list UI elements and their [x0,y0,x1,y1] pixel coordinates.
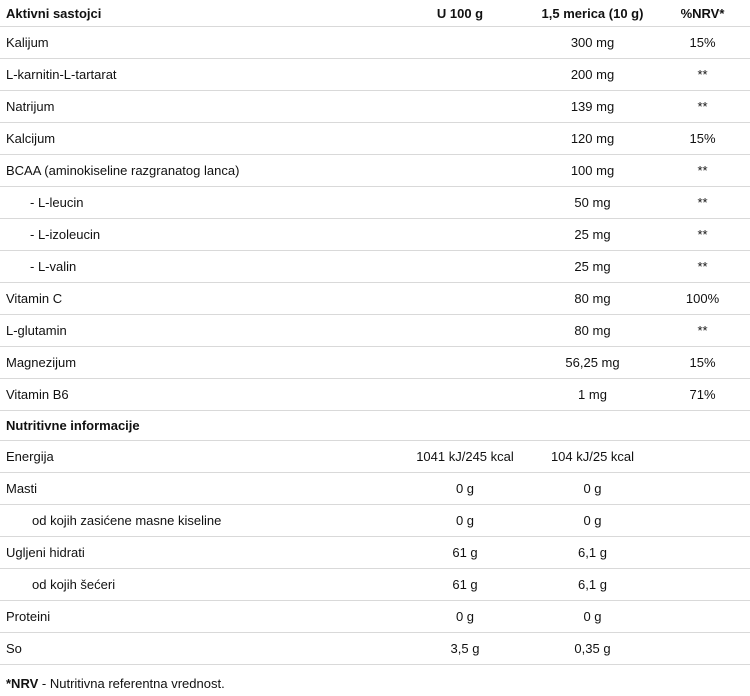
table-header-row [0,0,750,27]
row-serving: 139 mg [570,99,615,114]
row-name: L-glutamin [6,323,67,338]
footnote-text: - Nutritivna referentna vrednost. [38,676,225,691]
row-u100: 0 g [455,513,475,528]
row-serving: 50 mg [574,195,611,210]
row-nrv: ** [697,323,708,338]
row-nrv: 100% [685,291,720,306]
row-name: Magnezijum [6,355,77,370]
table-row [0,441,750,473]
table-row [0,251,750,283]
row-nrv: ** [697,259,708,274]
row-serving: 25 mg [574,227,611,242]
row-serving: 0,35 g [574,641,611,656]
table-row [0,505,750,537]
row-nrv: ** [697,163,708,178]
nutrition-section-header [0,411,750,441]
row-nrv: ** [697,99,708,114]
table-row [0,473,750,505]
row-nrv: ** [697,67,708,82]
row-nrv: 15% [689,35,716,50]
header-serving: 1,5 merica (10 g) [541,5,644,21]
table-row [0,283,750,315]
row-name: - L-izoleucin [30,227,101,242]
row-serving: 25 mg [574,259,611,274]
table-row [0,315,750,347]
row-nrv: 15% [689,131,716,146]
row-name: Proteini [6,609,51,624]
row-u100: 3,5 g [450,641,480,656]
footnote [6,676,225,691]
footnote-marker: *NRV [6,676,39,691]
table-row [0,347,750,379]
row-serving: 0 g [583,513,602,528]
row-name: Masti [6,481,38,496]
header-u100: U 100 g [436,5,484,21]
row-serving: 6,1 g [578,577,607,592]
row-name: od kojih zasićene masne kiseline [32,513,222,528]
row-name: Natrijum [6,99,55,114]
table-row [0,379,750,411]
row-name: Kalcijum [6,131,56,146]
header-name: Aktivni sastojci [6,5,102,21]
row-name: Ugljeni hidrati [6,545,85,560]
table-row [0,601,750,633]
row-name: Kalijum [6,35,49,50]
row-serving: 56,25 mg [565,355,620,370]
header-nrv: %NRV* [680,5,725,21]
row-name: Vitamin C [6,291,63,306]
row-u100: 0 g [455,609,475,624]
row-u100: 61 g [452,577,478,592]
row-serving: 120 mg [570,131,615,146]
row-nrv: 71% [689,387,716,402]
row-nrv: ** [697,227,708,242]
row-serving: 80 mg [574,323,611,338]
row-name: - L-leucin [30,195,84,210]
row-name: BCAA (aminokiseline razgranatog lanca) [6,163,240,178]
row-u100: 1041 kJ/245 kcal [416,449,514,464]
row-serving: 300 mg [570,35,615,50]
row-serving: 200 mg [570,67,615,82]
table-row [0,27,750,59]
row-name: Vitamin B6 [6,387,69,402]
row-name: L-karnitin-L-tartarat [6,67,117,82]
table-row [0,155,750,187]
row-u100: 61 g [452,545,478,560]
table-row [0,633,750,665]
row-name: Energija [6,449,54,464]
table-row [0,219,750,251]
row-serving: 104 kJ/25 kcal [550,449,635,464]
row-serving: 80 mg [574,291,611,306]
row-name: So [6,641,22,656]
nutrition-header-label: Nutritivne informacije [6,418,140,433]
row-nrv: 15% [689,355,716,370]
table-row [0,187,750,219]
row-serving: 100 mg [570,163,615,178]
row-u100: 0 g [455,481,475,496]
table-row [0,569,750,601]
row-nrv: ** [697,195,708,210]
row-serving: 6,1 g [578,545,607,560]
table-row [0,91,750,123]
table-row [0,59,750,91]
row-name: od kojih šećeri [32,577,116,592]
table-row [0,123,750,155]
row-name: - L-valin [30,259,77,274]
row-serving: 0 g [583,609,602,624]
table-row [0,537,750,569]
row-serving: 0 g [583,481,602,496]
row-serving: 1 mg [578,387,607,402]
